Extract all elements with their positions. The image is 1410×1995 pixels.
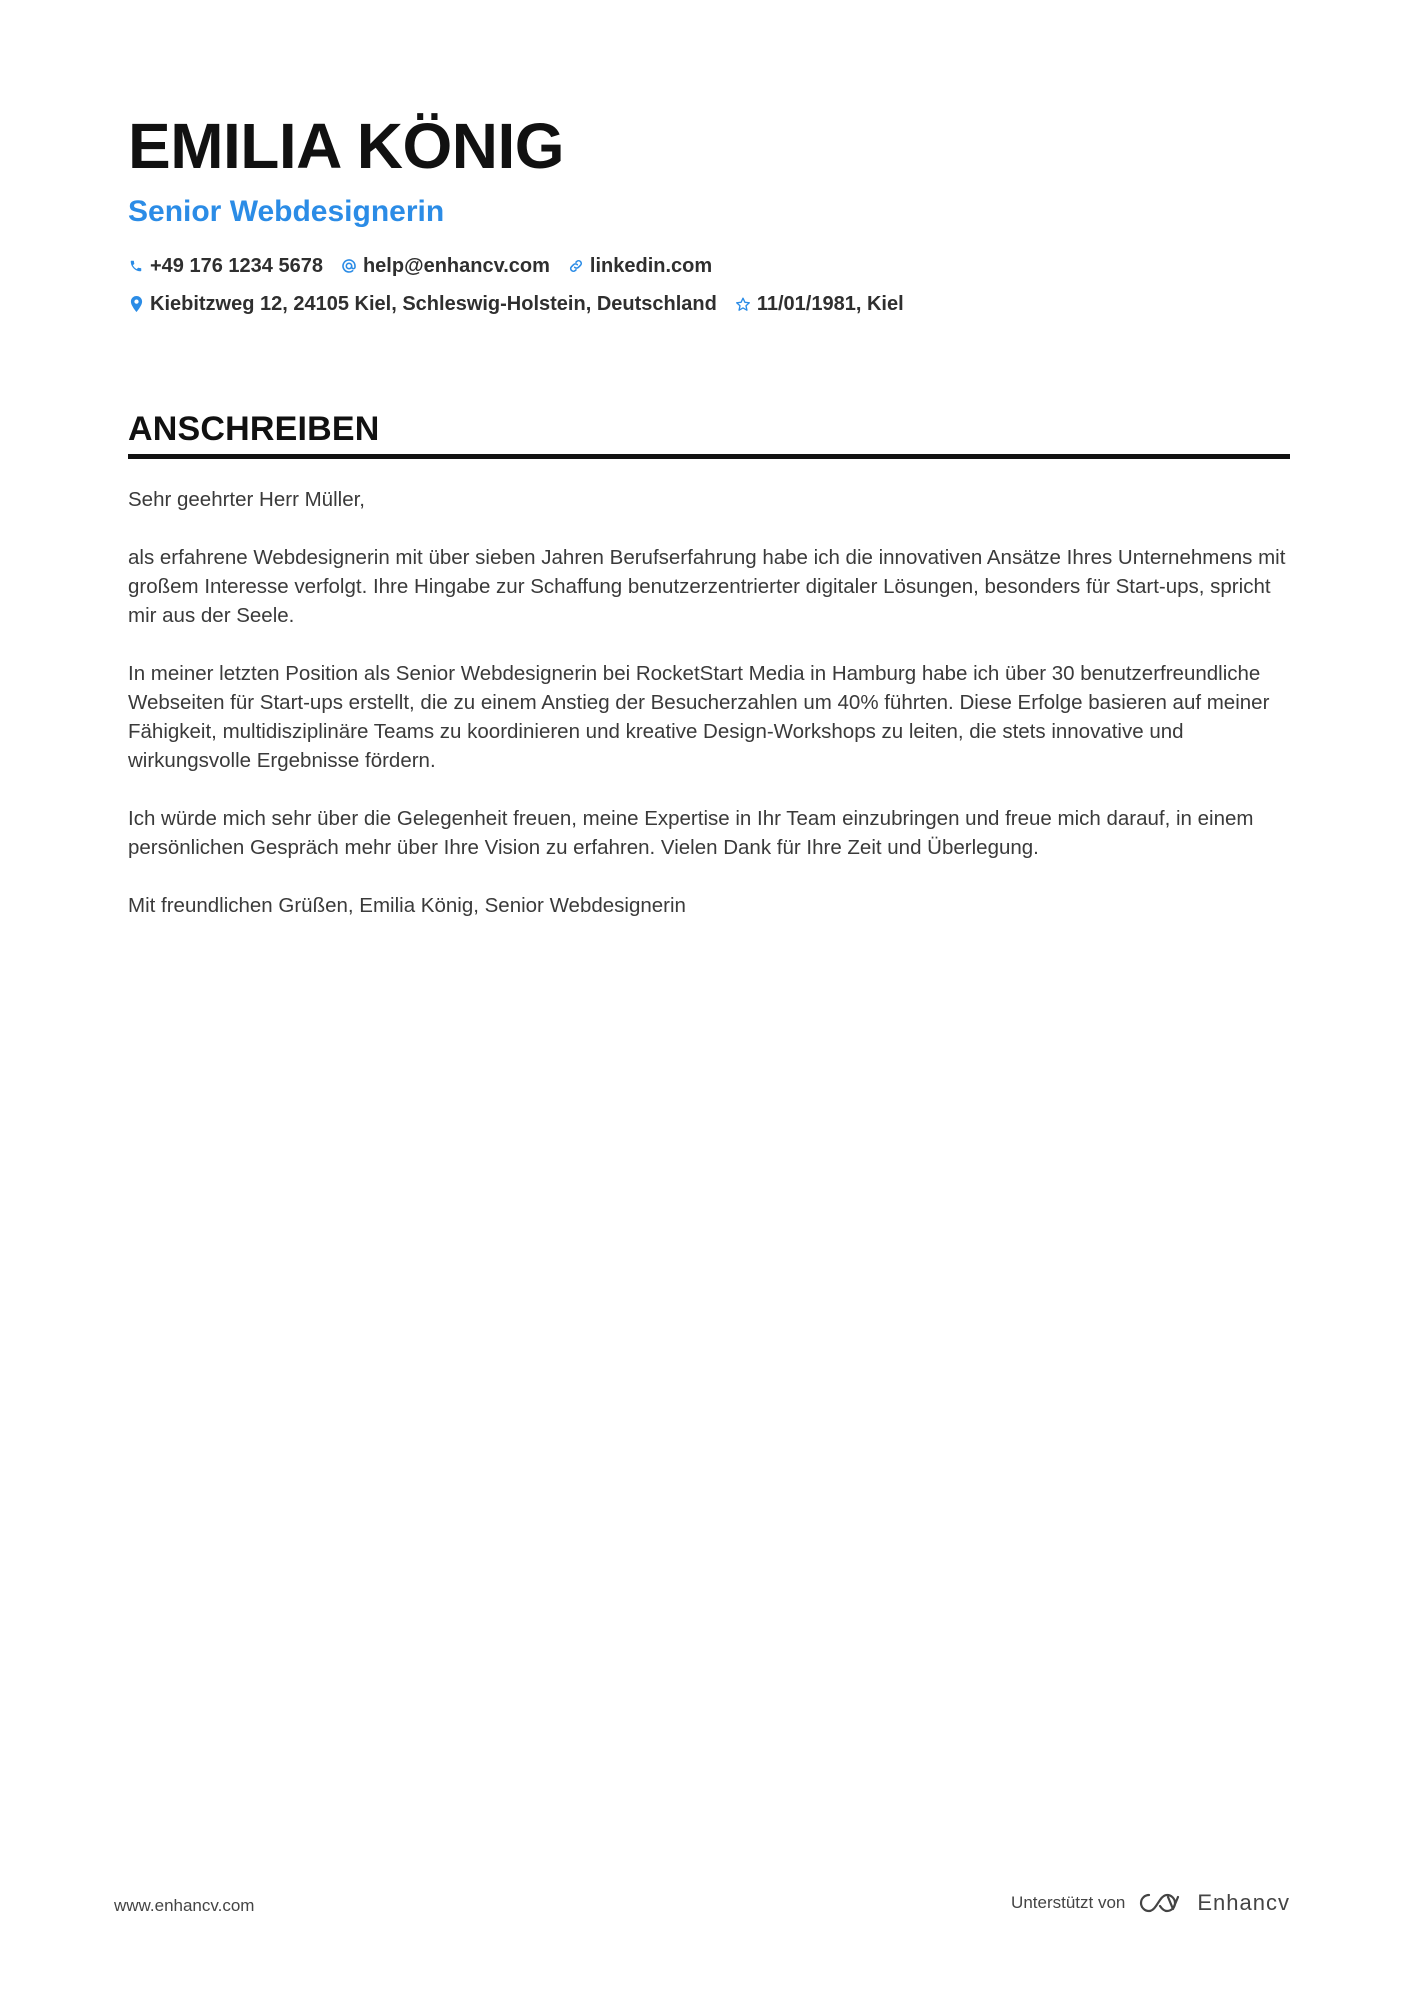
contact-row-2 <box>128 290 1290 318</box>
at-icon <box>341 257 357 275</box>
email-text: help@enhancv.com <box>362 254 550 277</box>
letter-paragraph: als erfahrene Webdesignerin mit über sieben Jahren Berufserfahrung habe ich die innovativen Ansätze Ihres Unternehmens mit großem Interesse verfolgt. Ihre Hingabe zur Schaffung benutzerzentrierter digitaler Lösungen, besonders für Start-ups, spricht mir aus der Seele. <box>128 546 1286 627</box>
letter-closing: Mit freundlichen Grüßen, Emilia König, Senior Webdesignerin <box>128 894 686 917</box>
job-title: Senior Webdesignerin <box>128 195 445 228</box>
enhancv-logo-text: Enhancv <box>1197 1890 1290 1915</box>
address-text: Kiebitzweg 12, 24105 Kiel, Schleswig-Holstein, Deutschland <box>150 292 717 315</box>
linkedin-text: linkedin.com <box>589 254 713 277</box>
enhancv-logo-icon <box>1137 1891 1183 1915</box>
footer-website[interactable]: www.enhancv.com <box>114 1896 255 1915</box>
section-divider <box>128 454 1290 459</box>
contact-linkedin[interactable] <box>568 255 712 278</box>
star-icon <box>735 295 751 313</box>
contact-birth <box>735 293 904 316</box>
powered-by-text: Unterstützt von <box>1011 1893 1126 1912</box>
contact-address <box>128 293 717 316</box>
header <box>128 108 1290 318</box>
location-icon <box>128 295 144 313</box>
contact-email[interactable] <box>341 255 550 278</box>
letter-paragraph: Ich würde mich sehr über die Gelegenheit freuen, meine Expertise in Ihr Team einzubringen und freue mich darauf, in einem persönlichen Gespräch mehr über Ihre Vision zu erfahren. Vielen Dank für Ihre Zeit und Überlegung. <box>128 807 1254 859</box>
link-icon <box>568 257 584 275</box>
letter-paragraph: In meiner letzten Position als Senior Webdesignerin bei RocketStart Media in Hamburg habe ich über 30 benutzerfreundliche Webseiten für Start-ups erstellt, die zu einem Anstieg der Besucherzahlen um 40% führten. Diese Erfolge basieren auf meiner Fähigkeit, multidisziplinäre Teams zu koordinieren und kreative Design-Workshops zu leiten, die stets innovative und wirkungsvolle Ergebnisse fördern. <box>128 662 1270 772</box>
cover-letter-section <box>128 408 1290 949</box>
contact-phone[interactable] <box>128 255 323 278</box>
section-title: ANSCHREIBEN <box>128 410 380 448</box>
footer-branding <box>1011 1886 1290 1920</box>
letter-salutation: Sehr geehrter Herr Müller, <box>128 488 365 511</box>
phone-text: +49 176 1234 5678 <box>150 254 323 277</box>
letter-body <box>128 485 1290 920</box>
contact-row-1 <box>128 252 1290 280</box>
phone-icon <box>128 257 144 275</box>
birth-text: 11/01/1981, Kiel <box>756 292 904 315</box>
applicant-name: EMILIA KÖNIG <box>128 110 565 182</box>
